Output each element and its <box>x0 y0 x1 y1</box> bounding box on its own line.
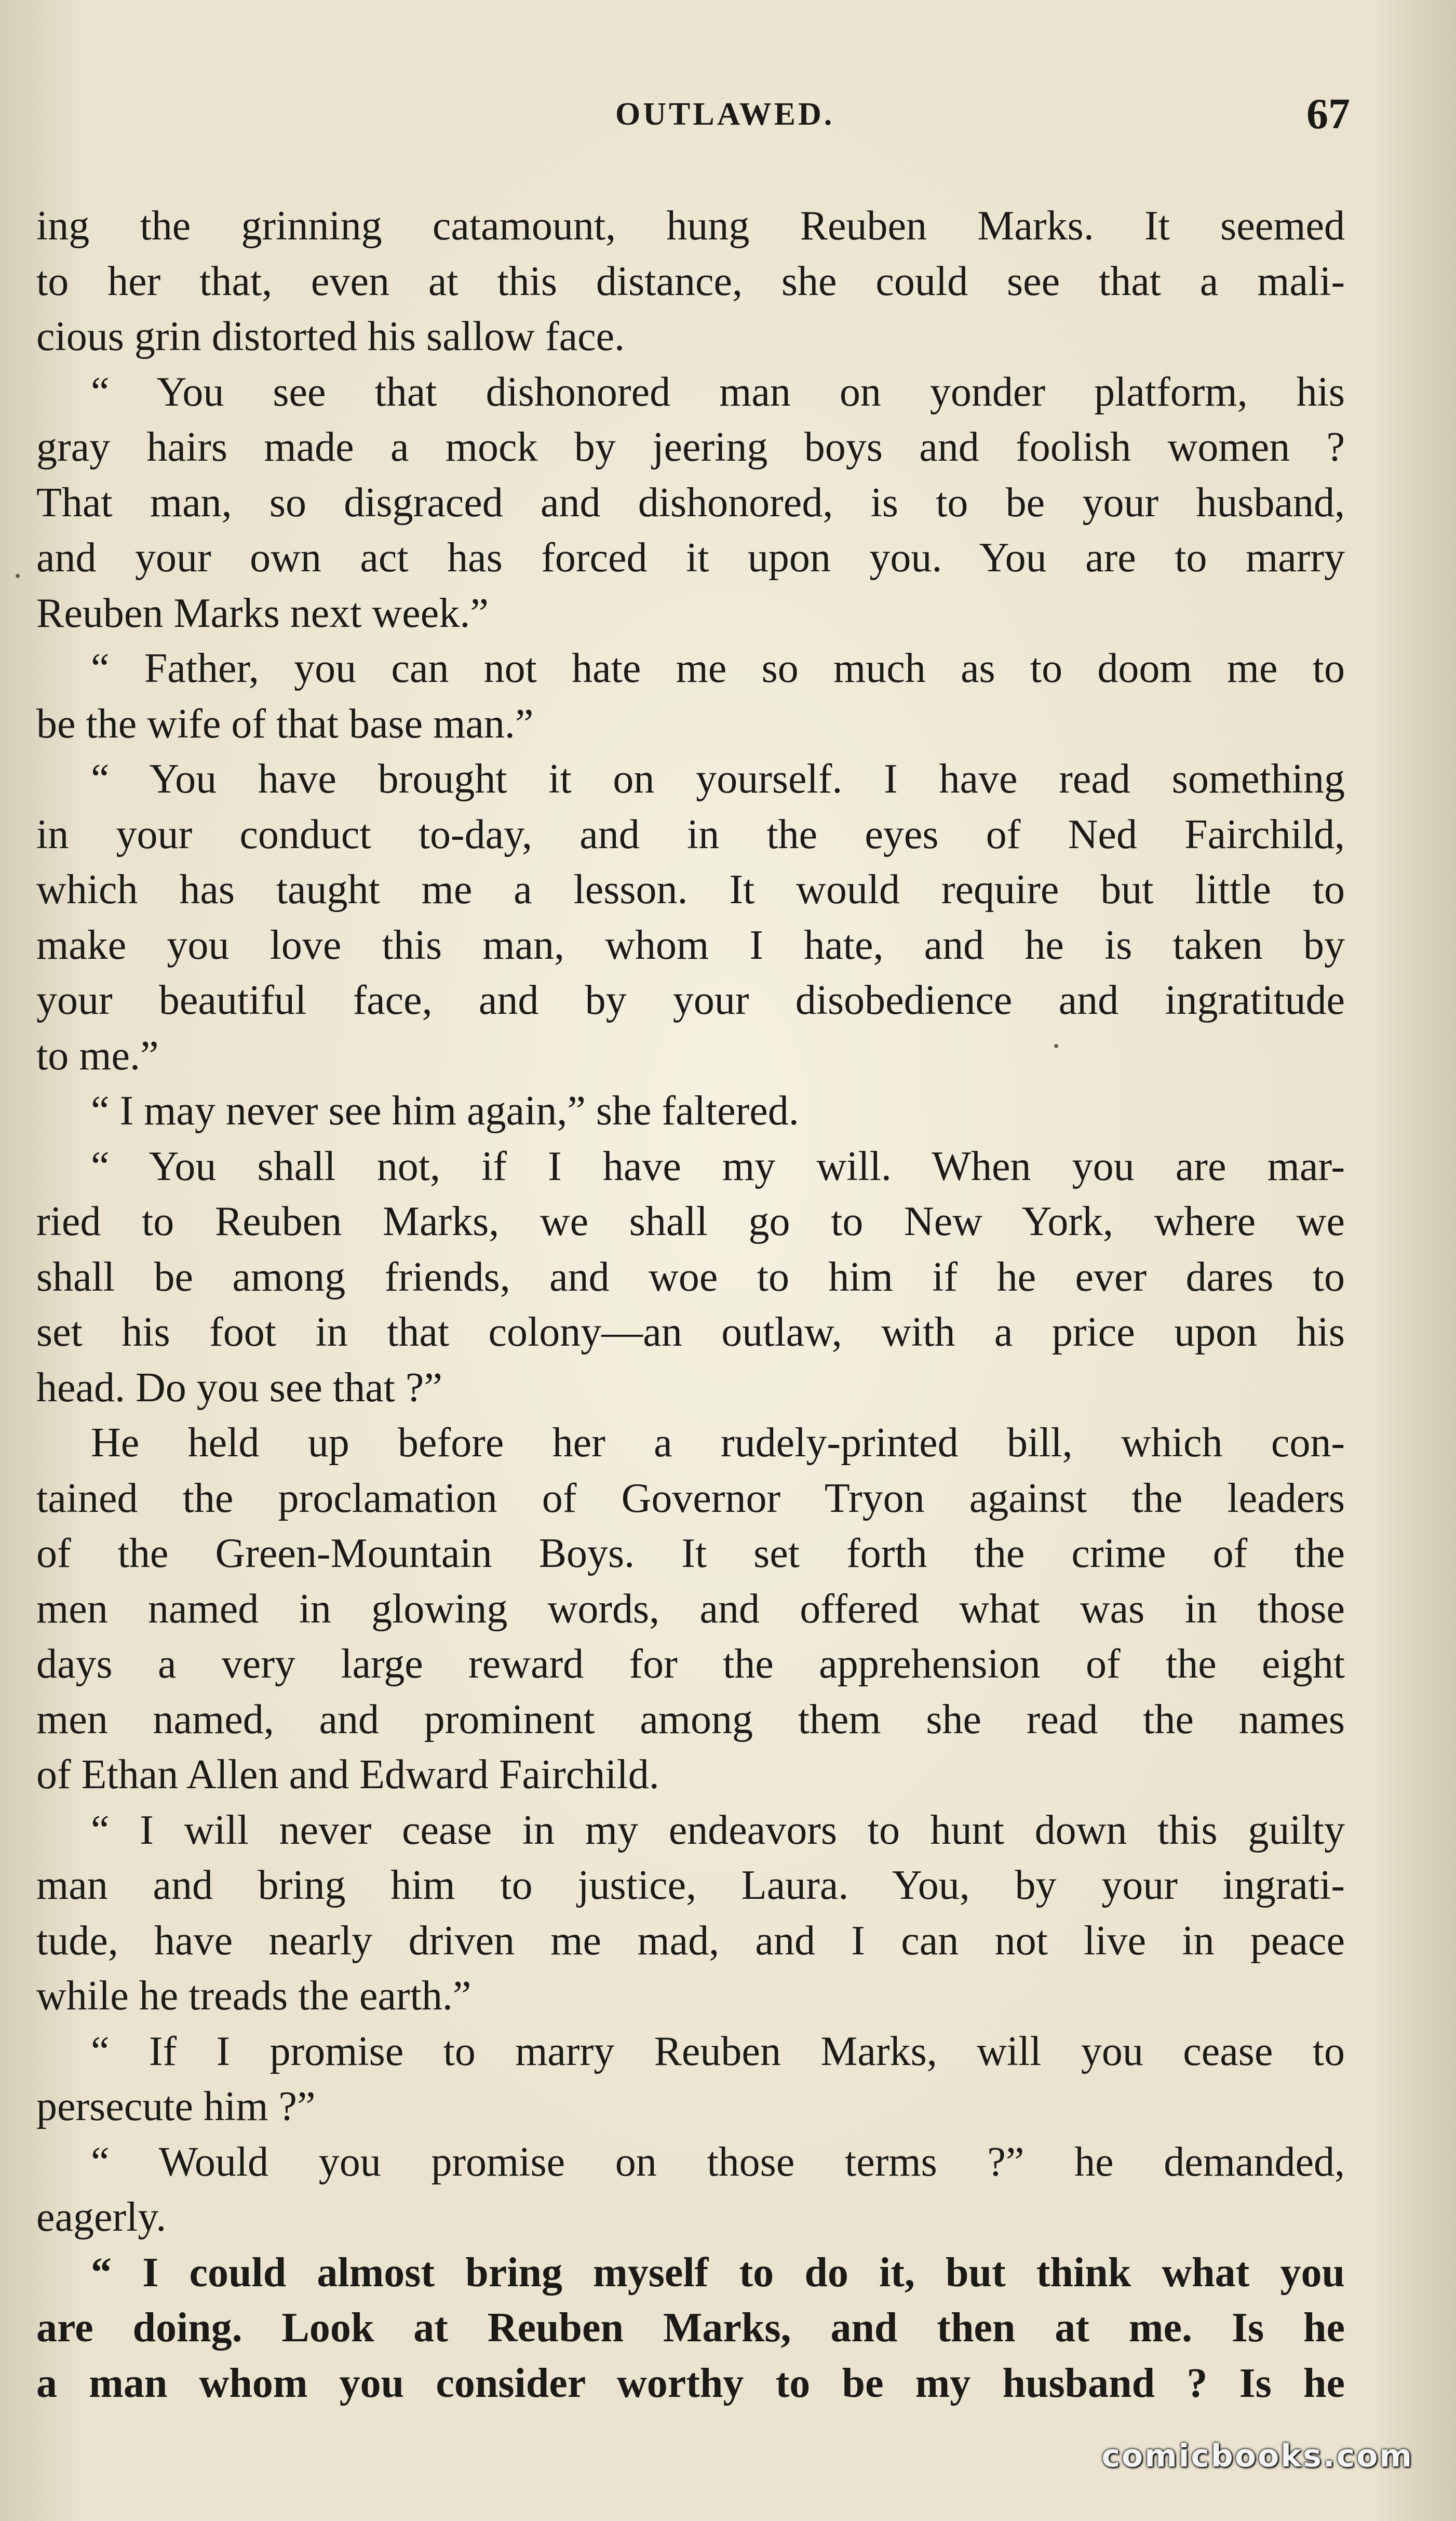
text-line: “ You have brought it on yourself. I have read something <box>91 756 1345 802</box>
page-header <box>31 91 1350 148</box>
text-line: head. Do you see that ?” <box>36 1364 442 1411</box>
text-line: to her that, even at this distance, she could see that a mali- <box>36 258 1345 304</box>
text-line: “ I may never see him again,” she faltered. <box>91 1088 799 1134</box>
print-speck <box>16 574 20 578</box>
text-line: shall be among friends, and woe to him if he ever dares to <box>36 1254 1345 1300</box>
text-line: That man, so disgraced and dishonored, is to be your husband, <box>36 479 1345 526</box>
body-text <box>36 198 1345 2411</box>
text-line: be the wife of that base man.” <box>36 701 534 747</box>
text-line: He held up before her a rudely-printed bill, which con- <box>91 1420 1345 1466</box>
text-line: “ I will never cease in my endeavors to hunt down this guilty <box>91 1807 1345 1853</box>
text-line: “ I could almost bring myself to do it, but think what you <box>91 2249 1345 2296</box>
text-line: a man whom you consider worthy to be my husband ? Is he <box>36 2360 1345 2406</box>
text-line: persecute him ?” <box>36 2084 316 2129</box>
text-line: ried to Reuben Marks, we shall go to New York, where we <box>36 1199 1345 1244</box>
text-line: and your own act has forced it upon you. You are to marry <box>36 535 1345 581</box>
text-line: men named in glowing words, and offered what was in those <box>36 1586 1345 1632</box>
text-line: to me.” <box>36 1032 159 1079</box>
text-line: Reuben Marks next week.” <box>36 590 489 636</box>
text-line: in your conduct to-day, and in the eyes of Ned Fairchild, <box>36 811 1345 857</box>
text-line: tude, have nearly driven me mad, and I can not live in peace <box>36 1917 1345 1964</box>
text-line: “ If I promise to marry Reuben Marks, will you cease to <box>91 2028 1345 2074</box>
text-line: men named, and prominent among them she read the names <box>36 1696 1345 1742</box>
text-line: tained the proclamation of Governor Tryon against the leaders <box>36 1475 1345 1521</box>
text-line: ing the grinning catamount, hung Reuben Marks. It seemed <box>36 203 1345 249</box>
text-line: make you love this man, whom I hate, and he is taken by <box>36 922 1345 968</box>
text-line: “ You see that dishonored man on yonder platform, his <box>91 369 1345 415</box>
text-line: while he treads the earth.” <box>36 1973 471 2019</box>
print-speck <box>1054 1044 1058 1048</box>
watermark-logo: comicbooks.com <box>1101 2438 1413 2474</box>
text-line: “ Would you promise on those terms ?” he demanded, <box>91 2139 1345 2185</box>
text-line: are doing. Look at Reuben Marks, and then at me. Is he <box>36 2305 1345 2351</box>
page-number: 67 <box>1306 90 1350 138</box>
text-line: your beautiful face, and by your disobedience and ingratitude <box>36 977 1345 1023</box>
text-line: “ You shall not, if I have my will. When you are mar- <box>91 1143 1345 1189</box>
text-line: of Ethan Allen and Edward Fairchild. <box>36 1752 659 1798</box>
text-line: “ Father, you can not hate me so much as to doom me to <box>91 646 1345 691</box>
text-line: set his foot in that colony—an outlaw, with a price upon his <box>36 1309 1345 1355</box>
running-head: OUTLAWED. <box>615 97 835 132</box>
text-line: cious grin distorted his sallow face. <box>36 314 625 359</box>
text-line: days a very large reward for the apprehension of the eight <box>36 1641 1345 1687</box>
text-line: eagerly. <box>36 2194 167 2240</box>
text-line: man and bring him to justice, Laura. You, by your ingrati- <box>36 1862 1345 1908</box>
text-line: which has taught me a lesson. It would require but little to <box>36 867 1345 913</box>
text-line: of the Green-Mountain Boys. It set forth the crime of the <box>36 1531 1345 1576</box>
text-line: gray hairs made a mock by jeering boys and foolish women ? <box>36 424 1345 470</box>
